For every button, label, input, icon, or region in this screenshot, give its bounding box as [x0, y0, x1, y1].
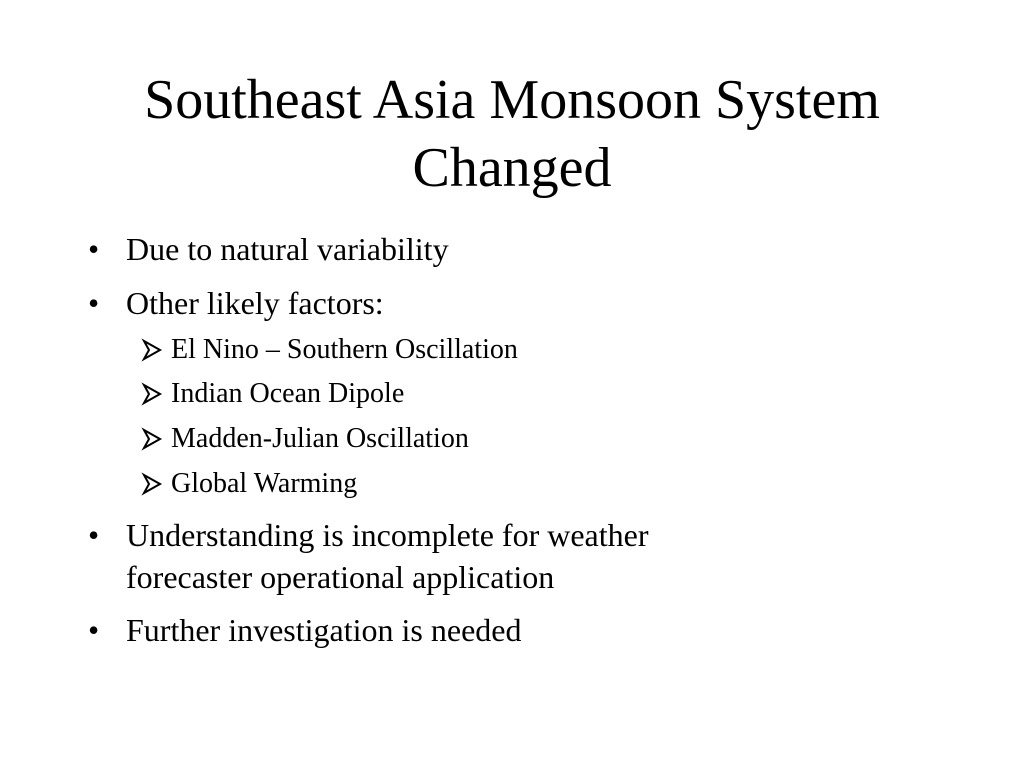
arrowhead-icon — [139, 421, 167, 457]
bullet-dot-icon: • — [88, 231, 100, 267]
bullet-text: Due to natural variability — [126, 231, 449, 267]
sub-bullet-text: Global Warming — [171, 468, 358, 499]
bullet-text-line-2: forecaster operational application — [126, 559, 555, 595]
sub-bullet-text: Indian Ocean Dipole — [171, 378, 405, 409]
arrowhead-icon — [139, 466, 167, 502]
bullet-dot-icon: • — [88, 285, 100, 321]
sub-bullet-text: Madden-Julian Oscillation — [171, 423, 469, 454]
bullet-dot-icon: • — [88, 612, 100, 648]
sub-bullet-item — [171, 421, 871, 457]
slide-title-line-1: Southeast Asia Monsoon System — [144, 69, 880, 131]
bullet-item — [88, 609, 886, 651]
arrowhead-icon — [139, 376, 167, 412]
sub-bullet-item — [171, 376, 871, 412]
bullet-text: Further investigation is needed — [126, 612, 522, 648]
arrowhead-icon — [139, 332, 167, 368]
bullet-item — [88, 514, 886, 598]
bullet-item — [88, 228, 886, 270]
sub-bullet-item — [171, 466, 871, 502]
sub-bullet-text: El Nino – Southern Oscillation — [171, 334, 518, 365]
bullet-dot-icon: • — [88, 517, 100, 553]
bullet-item — [88, 282, 886, 324]
bullet-text-line-1: Understanding is incomplete for weather — [126, 517, 649, 553]
sub-bullet-item — [171, 332, 871, 368]
bullet-text: Other likely factors: — [126, 285, 384, 321]
slide-title-line-2: Changed — [412, 137, 612, 199]
